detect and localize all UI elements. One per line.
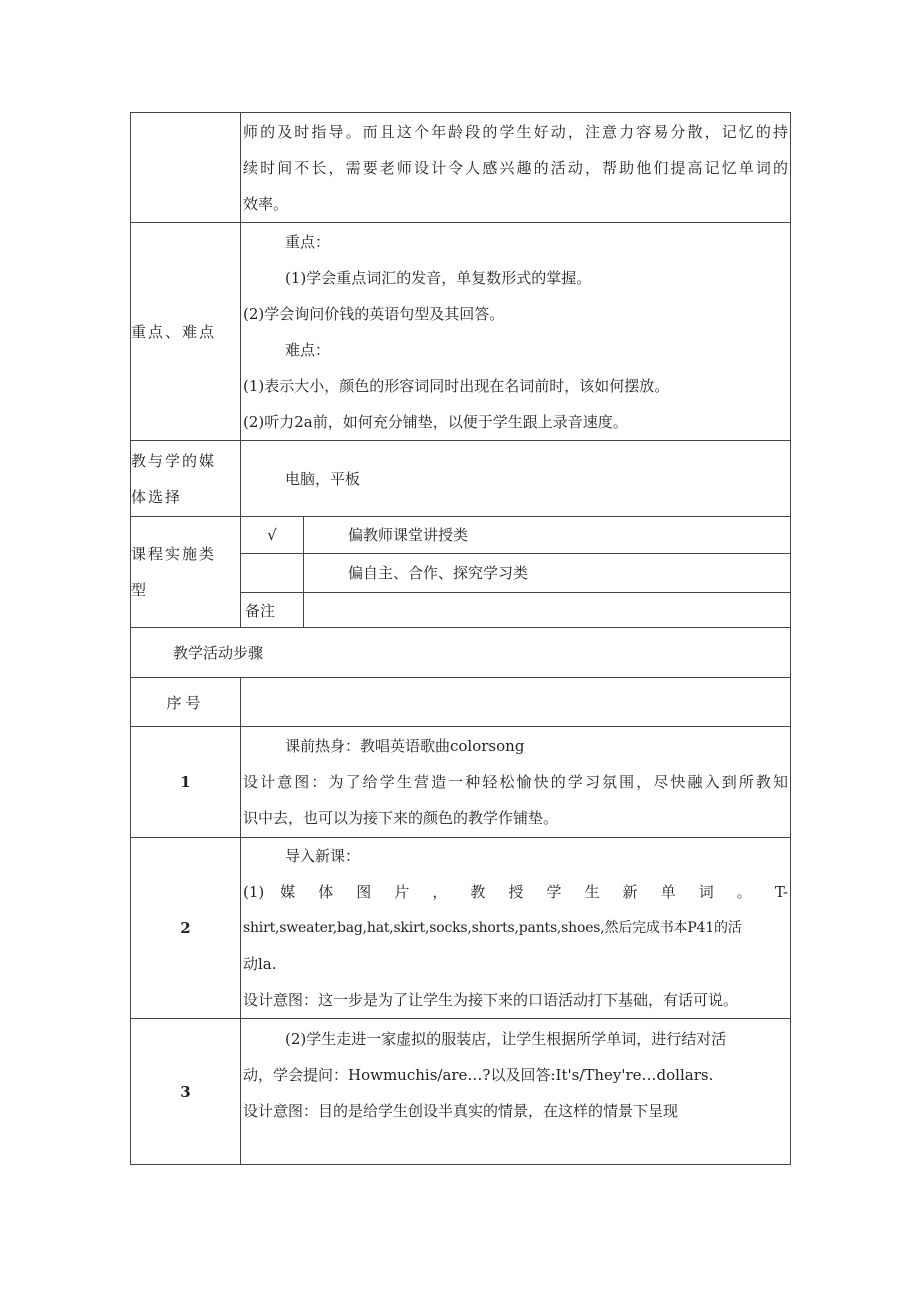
intro-content-cell	[241, 113, 791, 223]
note-value-cell	[304, 593, 791, 628]
option-self-study-cell	[304, 554, 791, 593]
course-type-label-line: 型	[131, 581, 149, 599]
step-row-2	[131, 838, 791, 1019]
step-line: (2)学生走进一家虚拟的服装店，让学生根据所学单词，进行结对活	[285, 1030, 727, 1048]
step-number: 2	[131, 838, 241, 1019]
option-teacher-lecture-cell	[304, 517, 791, 554]
course-type-row-1	[131, 517, 791, 554]
seq-header-row	[131, 678, 791, 727]
media-label	[131, 441, 241, 517]
media-row	[131, 441, 791, 517]
key-points-label: 重点、难点	[131, 223, 241, 441]
step-content	[241, 838, 791, 1019]
intro-line: 效率。	[243, 194, 289, 213]
step-line: 导入新课：	[285, 847, 361, 865]
step-content	[241, 727, 791, 838]
key-point-item: (1)学会重点词汇的发音，单复数形式的掌握。	[285, 268, 592, 287]
course-type-label-line: 课程实施类	[131, 545, 217, 563]
step-line: shirt,sweater,bag,hat,skirt,socks,shorts,pants,shoes,然后完成书本P41的活	[243, 920, 742, 936]
intro-line: 师的及时指导。而且这个年龄段的学生好动，注意力容易分散，记忆的持	[243, 122, 789, 141]
steps-title-row	[131, 628, 791, 678]
option-teacher-lecture: 偏教师课堂讲授类	[348, 526, 469, 544]
intro-label-cell	[131, 113, 241, 223]
step-line: 识中去，也可以为接下来的颜色的教学作铺垫。	[243, 809, 559, 827]
step-number: 3	[131, 1019, 241, 1165]
intro-row	[131, 113, 791, 223]
step-content	[241, 1019, 791, 1165]
step-row-1	[131, 727, 791, 838]
intro-line: 续时间不长，需要老师设计令人感兴趣的活动，帮助他们提高记忆单词的	[243, 158, 789, 177]
step-line: 动la.	[243, 955, 277, 973]
step-row-3	[131, 1019, 791, 1165]
key-point-item: (2)学会询问价钱的英语句型及其回答。	[243, 304, 505, 323]
step-line: (1) 媒 体 图 片 ， 教 授 学 生 新 单 词 。 T-	[243, 883, 789, 901]
step-line: 课前热身：教唱英语歌曲colorsong	[285, 737, 525, 755]
difficulty-item: (2)听力2a前，如何充分铺垫，以便于学生跟上录音速度。	[243, 412, 628, 431]
steps-title: 教学活动步骤	[131, 628, 791, 678]
check-mark-icon: √	[267, 526, 277, 544]
note-label: 备注	[241, 593, 304, 628]
media-value-cell	[241, 441, 791, 517]
seq-header: 序号	[131, 678, 241, 727]
step-number: 1	[131, 727, 241, 838]
step-line: 设计意图：这一步是为了让学生为接下来的口语活动打下基础，有话可说。	[243, 991, 739, 1009]
key-points-heading: 重点：	[285, 232, 331, 251]
step-line: 动，学会提问：Howmuchis∕are…?以及回答:It's∕They're…dollars.	[243, 1066, 714, 1084]
media-label-line: 体选择	[131, 487, 183, 506]
media-label-line: 教与学的媒	[131, 451, 217, 470]
checkbox-self-study[interactable]	[241, 554, 304, 593]
lesson-plan-table	[130, 112, 791, 1165]
media-value: 电脑，平板	[285, 469, 361, 488]
difficulty-heading: 难点：	[285, 340, 331, 359]
step-line: 设计意图：目的是给学生创设半真实的情景，在这样的情景下呈现	[243, 1102, 679, 1120]
difficulty-item: (1)表示大小，颜色的形容词同时出现在名词前时，该如何摆放。	[243, 376, 670, 395]
course-type-label	[131, 517, 241, 628]
key-points-content	[241, 223, 791, 441]
key-points-row	[131, 223, 791, 441]
step-line: 设计意图：为了给学生营造一种轻松愉快的学习氛围，尽快融入到所教知	[243, 773, 789, 791]
option-self-study: 偏自主、合作、探究学习类	[348, 564, 529, 582]
checkbox-teacher-lecture[interactable]	[241, 517, 304, 554]
seq-header-content	[241, 678, 791, 727]
